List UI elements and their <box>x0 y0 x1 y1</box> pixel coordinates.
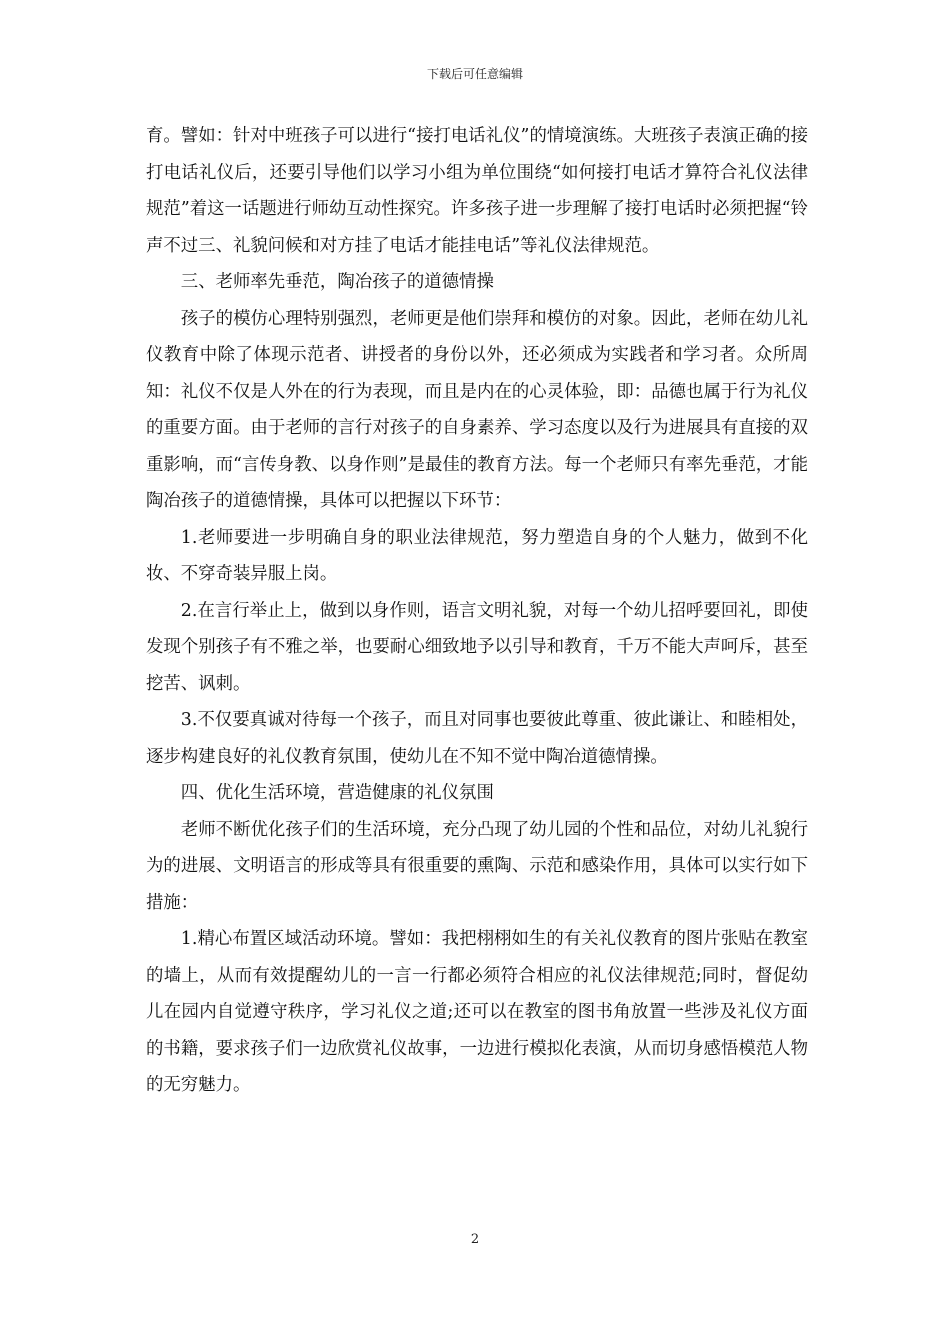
document-body <box>146 118 808 1104</box>
section-heading-4: 四、优化生活环境，营造健康的礼仪氛围 <box>180 783 494 803</box>
paragraph-continued: 育。譬如：针对中班孩子可以进行“接打电话礼仪”的情境演练。大班孩子表演正确的接打电话礼仪后，还要引导他们以学习小组为单位围绕“如何接打电话才算符合礼仪法律规范”着这一话题进行师幼互动性探究。许多孩子进一步理解了接打电话时必须把握“铃声不过三、礼貌问候和对方挂了电话才能挂电话”等礼仪法律规范。 <box>146 126 808 256</box>
list-item: 1.精心布置区域活动环境。譬如：我把栩栩如生的有关礼仪教育的图片张贴在教室的墙上，从而有效提醒幼儿的一言一行都必须符合相应的礼仪法律规范;同时，督促幼儿在园内自觉遵守秩序，学习礼仪之道;还可以在教室的图书角放置一些涉及礼仪方面的书籍，要求孩子们一边欣赏礼仪故事，一边进行模拟化表演，从而切身感悟模范人物的无穷魅力。 <box>146 929 808 1095</box>
paragraph: 老师不断优化孩子们的生活环境，充分凸现了幼儿园的个性和品位，对幼儿礼貌行为的进展、文明语言的形成等具有很重要的熏陶、示范和感染作用，具体可以实行如下措施： <box>146 819 808 913</box>
list-item: 2.在言行举止上，做到以身作则，语言文明礼貌，对每一个幼儿招呼要回礼，即使发现个别孩子有不雅之举，也要耐心细致地予以引导和教育，千万不能大声呵斥，甚至挖苦、讽刺。 <box>146 600 808 694</box>
page-number: 2 <box>470 1232 480 1247</box>
section-heading-3: 三、老师率先垂范，陶冶孩子的道德情操 <box>180 272 494 292</box>
page-header: 下载后可任意编辑 <box>426 67 523 81</box>
paragraph: 孩子的模仿心理特别强烈，老师更是他们崇拜和模仿的对象。因此，老师在幼儿礼仪教育中除了体现示范者、讲授者的身份以外，还必须成为实践者和学习者。众所周知：礼仪不仅是人外在的行为表现，而且是内在的心灵体验，即：品德也属于行为礼仪的重要方面。由于老师的言行对孩子的自身素养、学习态度以及行为进展具有直接的双重影响，而“言传身教、以身作则”是最佳的教育方法。每一个老师只有率先垂范，才能陶冶孩子的道德情操，具体可以把握以下环节： <box>146 308 808 511</box>
list-item: 3.不仅要真诚对待每一个孩子，而且对同事也要彼此尊重、彼此谦让、和睦相处，逐步构建良好的礼仪教育氛围，使幼儿在不知不觉中陶冶道德情操。 <box>146 710 808 767</box>
list-item: 1.老师要进一步明确自身的职业法律规范，努力塑造自身的个人魅力，做到不化妆、不穿奇装异服上岗。 <box>146 527 808 584</box>
